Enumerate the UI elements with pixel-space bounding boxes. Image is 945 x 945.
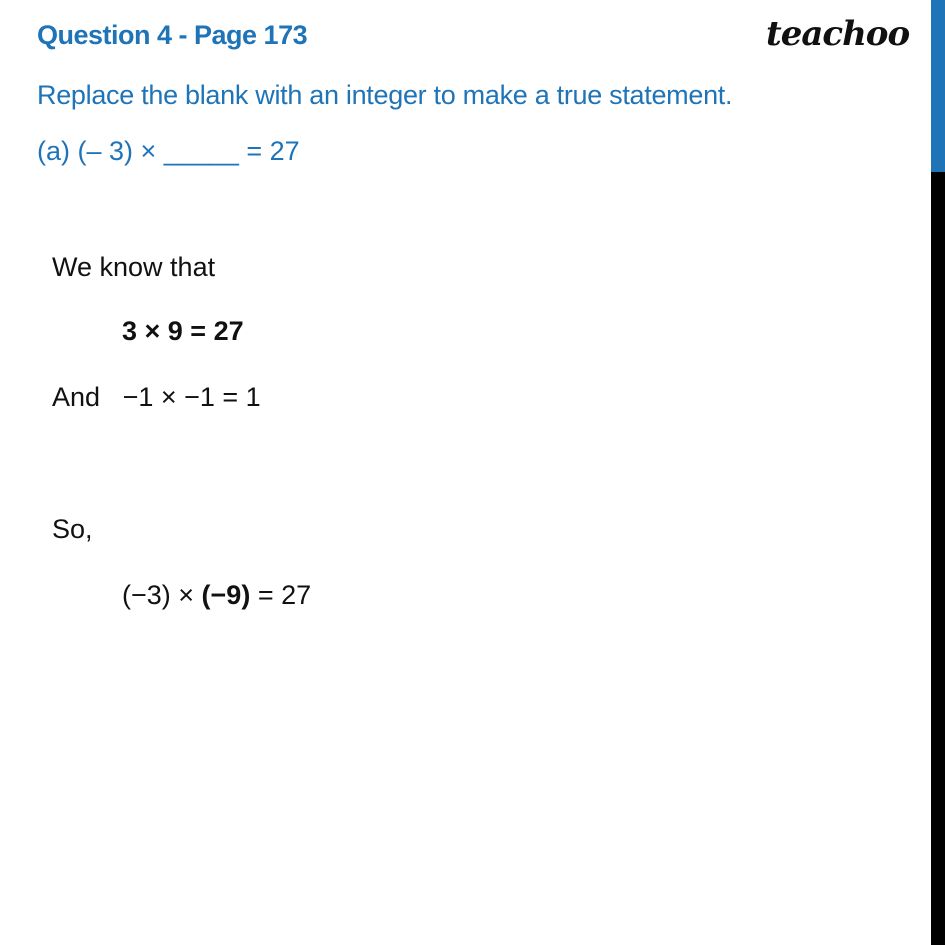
solution-line-2: 3 × 9 = 27 [122,316,244,346]
and-label: And [52,382,101,412]
solution-answer [122,580,311,611]
teachoo-logo: teachoo [766,14,910,54]
answer-post: = 27 [250,580,312,610]
solution-line-4: So, [52,514,93,544]
answer-pre: (−3) × [122,580,202,610]
question-part-a: (a) (– 3) × _____ = 27 [37,136,300,166]
and-expression: −1 × −1 = 1 [122,382,261,412]
question-title: Question 4 - Page 173 [37,20,308,50]
solution-line-3 [52,382,261,413]
question-text: Replace the blank with an integer to make a true statement. [37,80,733,110]
scrollbar-track[interactable] [931,172,945,945]
solution-line-1: We know that [52,252,216,282]
answer-value: (−9) [201,580,251,610]
scrollbar-thumb[interactable] [931,0,945,172]
